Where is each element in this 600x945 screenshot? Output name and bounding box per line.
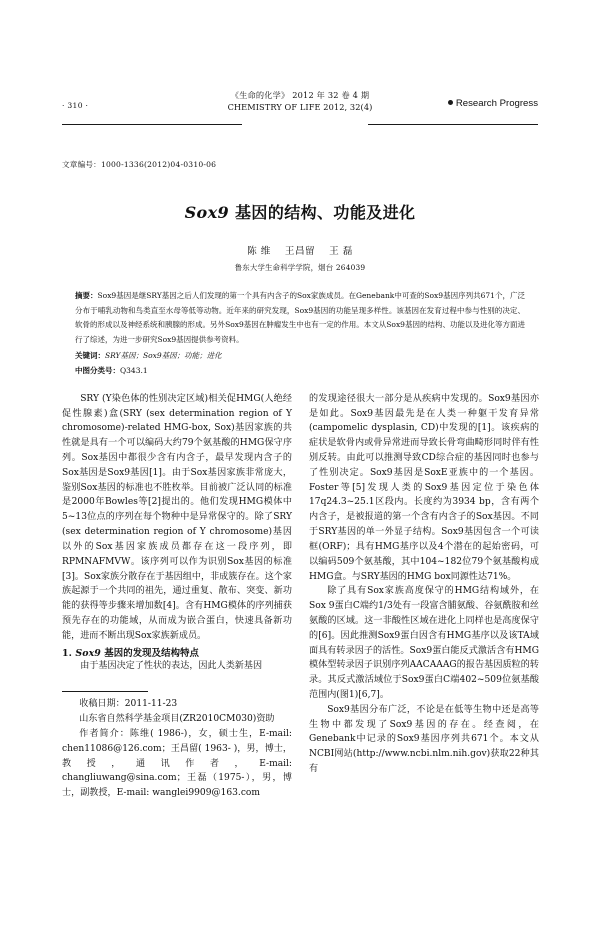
journal-title-en: CHEMISTRY OF LIFE 2012, 32(4) [227, 101, 373, 112]
right-column [309, 392, 539, 777]
article-number: 文章编号：1000-1336(2012)04-0310-06 [62, 160, 217, 169]
page-number: · 310 · [62, 101, 89, 110]
section-heading-gene: Sox9 [75, 647, 101, 659]
section-heading-rest: 基因的发现及结构特点 [100, 647, 200, 659]
left-paragraph-1: SRY (Y染色体的性别决定区域)相关促HMG(人绝经促性腺素)盒(SRY (sex determination region of Y chromosome)-related HMG-box, Sox)基因家族的共性就是具有一个可以编码大约79个氨基酸的HMG保守序列。Sox基因中都很少含有内含子，最早发现内含子的Sox基因是Sox9基因[1]。由于Sox基因家族非常庞大，鉴别Sox基因的标准也不胜枚举。目前被广泛认同的标准是2000年Bowles等[2]提出的。他们发现HMG模体中5~13位点的序列在每个物种中是异常保守的。除了SRY (sex determination region of Y chromosome)基因以外的Sox基因家族成员都存在这一段序列，即RPMNAFMVW。该序列可以作为识别Sox基因的标准[3]。Sox家族分散存在于基因组中，非成簇存在。这个家族起源于一个共同的祖先，通过重复、散布、突变、新功能的获得等步骤来增加数[4]。含有HMG模体的序列捕获预先存在的功能域，从而成为嵌合蛋白，快速具备新功能，进而不断出现Sox家族新成员。 [62, 393, 292, 641]
abstract-block [62, 289, 538, 379]
clc-value: Q343.1 [120, 366, 148, 376]
section-heading-1 [62, 645, 292, 659]
abstract-text: Sox9基因是继SRY基因之后人们发现的第一个具有内含子的Sox家族成员。在Genebank中可查的Sox9基因序列共671个，广泛分布于哺乳动物和鸟类直至水母等低等动物。近年来的研究发现，Sox9基因的功能呈现多样性。该基因在发育过程中参与性别的决定、软骨的形成以及神经系统和胰腺的形成。另外Sox9基因在肿瘤发生中也有一定的作用。本文从Sox9基因的结构、功能以及进化等方面进行了综述，为进一步研究Sox9基因提供参考资料。 [75, 291, 526, 344]
header-rule-right [368, 124, 538, 125]
title-gene-name: Sox9 [184, 203, 230, 222]
right-paragraph-1: 的发现途径很大一部分是从疾病中发现的。Sox9基因亦是如此。Sox9基因最先是在人类一种躯干发育异常(campomelic dysplasin, CD)中发现的[1]。该疾病的症状是软骨内或骨异常进而导致长骨弯曲畸形同时伴有性别反转。由此可以推测导致CD综合症的基因同时也参与了性别决定。Sox9基因是SoxE亚族中的一个基因。Foster等[5]发现人类的Sox9基因定位于染色体17q24.3~25.1区段内。长度约为3934 bp，含有两个内含子，是被报道的第一个含有内含子的Sox基因。不同于SRY基因的单一外显子结构。Sox9基因包含一个可读框(ORF)；具有HMG基序以及4个潜在的起始密码，可以编码509个氨基酸，其中104~182位79个氨基酸构成HMG盒。与SRY基因的HMG box同源性达71%。 [309, 393, 539, 582]
received-date: 2011-11-23 [124, 699, 178, 710]
running-head [62, 90, 538, 153]
abstract [75, 289, 525, 348]
section-number: 1. [62, 647, 76, 659]
journal-title-cn: 《生命的化学》 2012 年 32 卷 4 期 [230, 90, 370, 100]
header-rule-left [62, 124, 242, 125]
journal-page [0, 90, 600, 945]
right-paragraph-2: 除了具有Sox家族高度保守的HMG结构域外，在Sox 9蛋白C端约1/3处有一段富含脯氨酸、谷氨酰胺和丝氨酸的区域。这一非酸性区域在进化上同样也是高度保守的[6]。因此推测Sox9蛋白因含有HMG基序以及该TA域面具有转录因子的活性。Sox9蛋白能反式激活含有HMG模体型转录因子识别序列AACAAAG的报告基因质粒的转录。其反式激活域位于Sox9蛋白C端402~509位氨基酸范围内(图1)[6,7]。 [309, 586, 539, 700]
title-rest: 基因的结构、功能及进化 [229, 203, 416, 222]
keywords-text: SRY基因；Sox9基因；功能；进化 [105, 350, 222, 360]
footnote-block [62, 685, 292, 801]
keywords [75, 349, 525, 364]
section-label [448, 98, 538, 109]
author-bio-line [62, 727, 292, 801]
funding-line: 山东省自然科学基金项目(ZR2010CM030)资助 [79, 714, 275, 725]
author-list [62, 243, 538, 257]
received-date-line [62, 697, 292, 712]
filled-circle-icon [448, 100, 453, 105]
author-bio-label: 作者简介： [79, 729, 130, 739]
affiliation: 鲁东大学生命科学学院，烟台 264039 [234, 263, 366, 272]
clc-label: 中图分类号： [75, 366, 120, 376]
left-column [62, 392, 292, 801]
section-label-text: Research Progress [455, 98, 538, 109]
body-columns [62, 392, 538, 801]
author-bio-text: 陈维( 1986-)，女，硕士生，E-mail: chen11086@126.com；王昌留( 1963- )，男，博士，教授，通讯作者，E-mail: changliuwang@sina.com；王磊（1975-），男，博士，副教授，E-mail: wanglei9909@163.com [62, 729, 292, 799]
clc-line [75, 364, 525, 379]
page-title [62, 200, 538, 223]
author-2: 王昌留 [284, 246, 316, 257]
footnote-rule [62, 691, 148, 692]
right-paragraph-3: Sox9基因分布广泛，不论是在低等生物中还是高等生物中都发现了Sox9基因的存在。经查阅，在Genebank中记录的Sox9基因序列共671个。本文从NCBI网站(http://www.ncbi.nlm.nih.gov)获取22种其有 [309, 704, 539, 775]
keywords-label: 关键词： [75, 350, 105, 360]
author-3: 王 磊 [329, 246, 353, 257]
left-paragraph-2: 由于基因决定了性状的表达，因此人类新基因 [80, 660, 263, 671]
abstract-label: 摘要： [75, 291, 98, 300]
author-1: 陈 维 [247, 246, 271, 257]
received-label: 收稿日期： [79, 699, 125, 710]
